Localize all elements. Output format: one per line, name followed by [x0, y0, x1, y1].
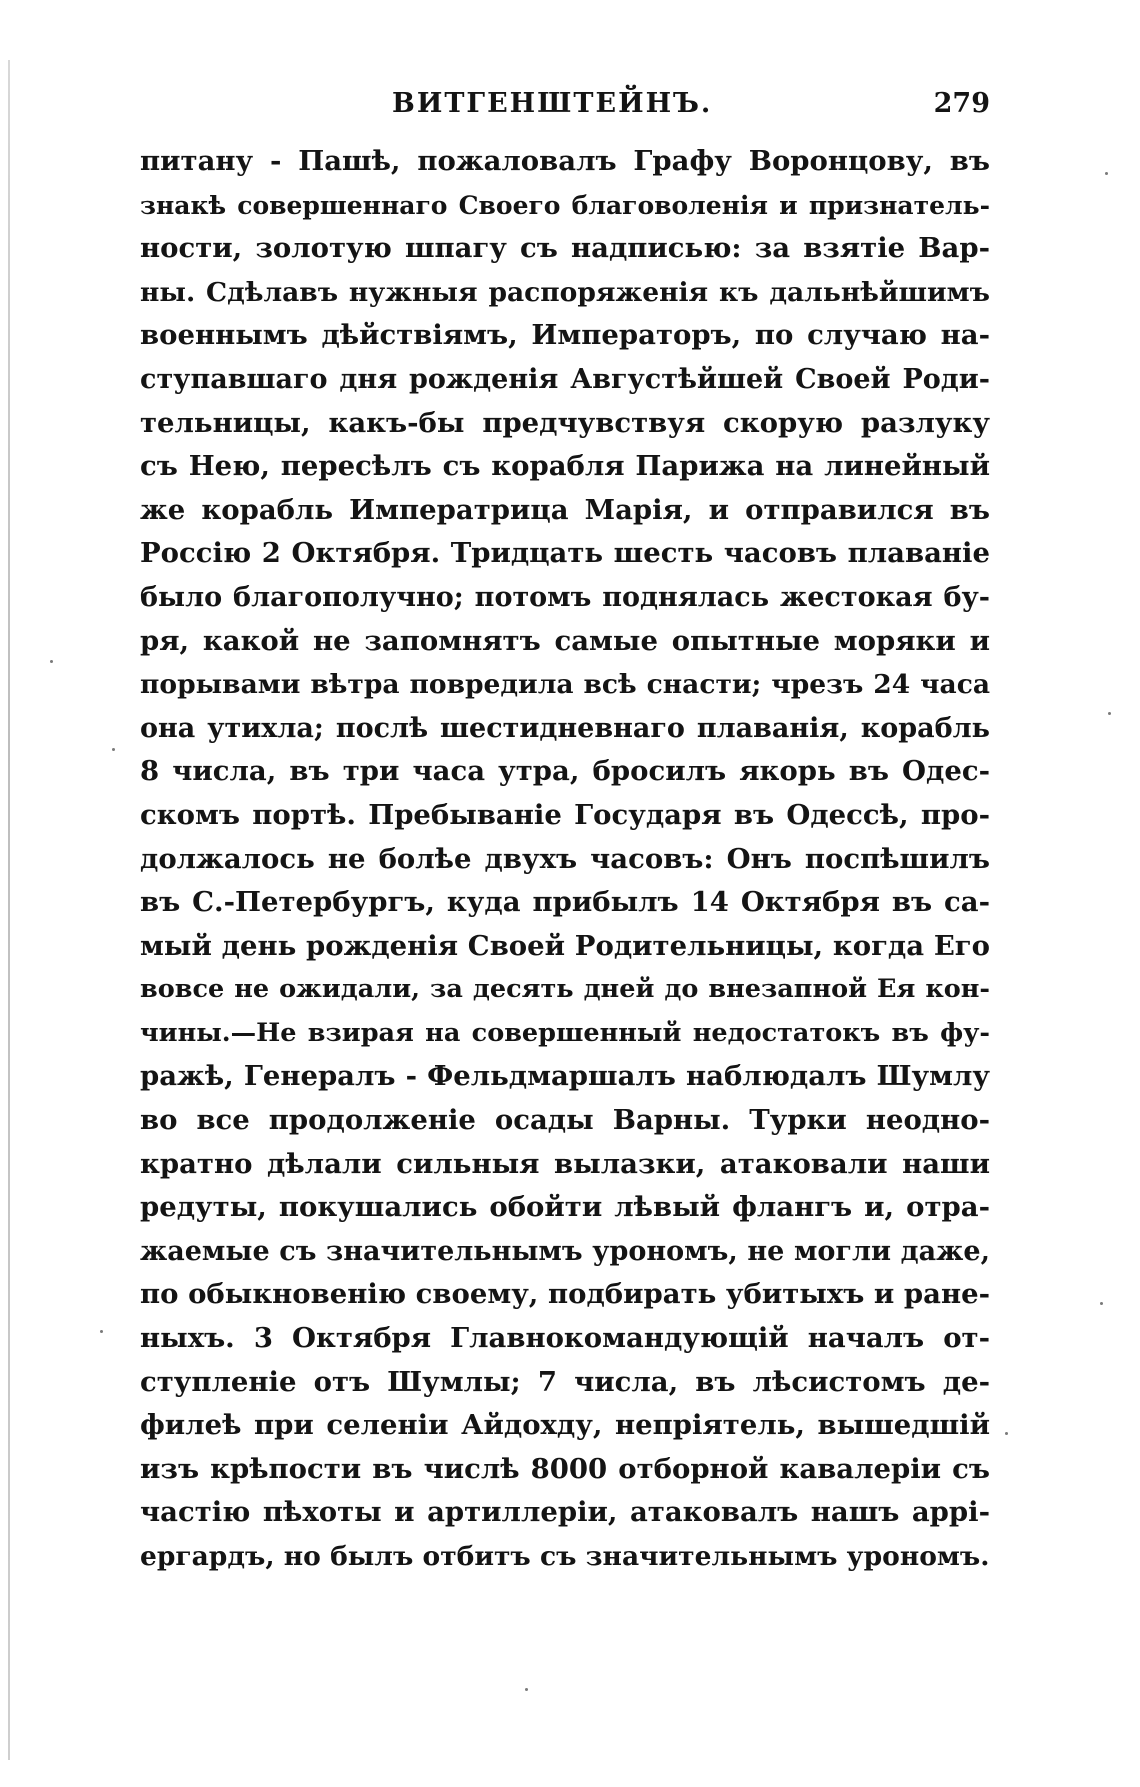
text-line: жаемые съ значительнымъ урономъ, не могли даже,: [140, 1235, 990, 1267]
text-line: ступавшаго дня рожденія Августѣйшей Своей Роди-: [140, 363, 990, 395]
paper-speck: [50, 660, 53, 663]
text-line: скомъ портѣ. Пребываніе Государя въ Одессѣ, про-: [140, 798, 990, 831]
paper-speck: [100, 1330, 103, 1333]
text-line: она утихла; послѣ шестидневнаго плаванія, корабль: [140, 712, 990, 744]
text-line: же корабль Императрица Марія, и отправился въ: [140, 493, 990, 526]
text-line: чины.—Не взирая на совершенный недостатокъ въ фу-: [140, 1017, 990, 1048]
text-line: питану - Пашѣ, пожаловалъ Графу Воронцову, въ: [140, 145, 990, 177]
text-line: изъ крѣпости въ числѣ 8000 отборной кавалеріи съ: [140, 1452, 990, 1485]
text-line: филеѣ при селеніи Айдохду, непріятель, вышедшій: [140, 1409, 990, 1442]
text-line: съ Нею, пересѣлъ съ корабля Парижа на линейный: [140, 450, 990, 483]
text-line: ны. Сдѣлавъ нужныя распоряженія къ дальнѣйшимъ: [140, 276, 990, 308]
text-line: ергардъ, но былъ отбитъ съ значительнымъ урономъ.: [140, 1541, 990, 1572]
text-line: должалось не болѣе двухъ часовъ: Онъ поспѣшилъ: [140, 842, 990, 875]
text-line: въ С.-Петербургъ, куда прибылъ 14 Октября въ са-: [140, 886, 990, 919]
body-text: [140, 140, 990, 1579]
text-line: ности, золотую шпагу съ надписью: за взятіе Вар-: [140, 232, 990, 265]
paper-speck: [1100, 1302, 1103, 1305]
text-line: 8 числа, въ три часа утра, бросилъ якорь въ Одес-: [140, 755, 990, 788]
text-line: тельницы, какъ-бы предчувствуя скорую разлуку: [140, 406, 990, 439]
paper-speck: [1005, 1432, 1008, 1435]
text-line: порывами вѣтра повредила всѣ снасти; чрезъ 24 часа: [140, 669, 990, 701]
text-line: ступленіе отъ Шумлы; 7 числа, въ лѣсистомъ де-: [140, 1365, 990, 1398]
text-line: редуты, покушались обойти лѣвый флангъ и, отра-: [140, 1191, 990, 1224]
text-line: было благополучно; потомъ поднялась жестокая бу-: [140, 581, 990, 613]
text-line: ныхъ. 3 Октября Главнокомандующій началъ от-: [140, 1322, 990, 1355]
page-header: [140, 86, 990, 126]
text-line: частію пѣхоты и артиллеріи, атаковалъ нашъ аррі-: [140, 1496, 990, 1529]
paper-speck: [112, 748, 115, 751]
text-line: Россію 2 Октября. Тридцать шесть часовъ плаваніе: [140, 537, 990, 570]
text-line: кратно дѣлали сильныя вылазки, атаковали наши: [140, 1147, 990, 1180]
text-line: во все продолженіе осады Варны. Турки неодно-: [140, 1104, 990, 1137]
page-number: 279: [933, 88, 990, 119]
page-gutter-edge: [8, 60, 10, 1760]
running-head: ВИТГЕНШТЕЙНЪ.: [392, 88, 713, 119]
paper-speck: [525, 1688, 528, 1691]
text-line: ря, какой не запомнятъ самые опытные моряки и: [140, 624, 990, 657]
text-line: знакѣ совершеннаго Своего благоволенія и признатель-: [140, 190, 990, 220]
text-line: военнымъ дѣйствіямъ, Императоръ, по случаю на-: [140, 319, 990, 352]
text-line: мый день рожденія Своей Родительницы, когда Его: [140, 929, 990, 962]
text-line: ражѣ, Генералъ - Фельдмаршалъ наблюдалъ Шумлу: [140, 1060, 990, 1093]
paper-speck: [1108, 712, 1111, 715]
text-line: по обыкновенію своему, подбирать убитыхъ и ране-: [140, 1278, 990, 1311]
paper-speck: [1105, 172, 1108, 175]
text-line: вовсе не ожидали, за десять дней до внезапной Ея кон-: [140, 974, 990, 1005]
